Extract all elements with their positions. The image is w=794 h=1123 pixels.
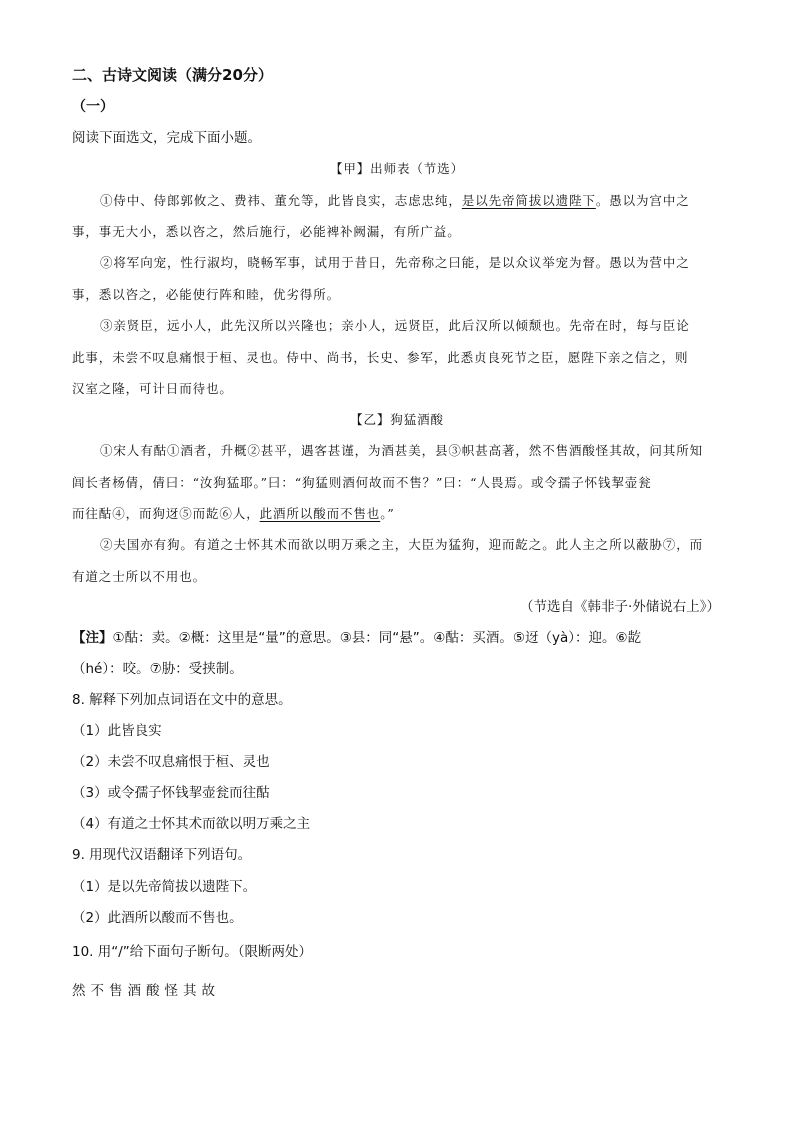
- part-label: （一）: [72, 99, 114, 115]
- question-8-item: （4）有道之士怀其术而欲以明万乘之主: [72, 816, 311, 832]
- question-9-item: （1）是以先帝简拔以遗陛下。: [72, 879, 257, 895]
- notes-line2: （hé）：咬。⑦胁：受挟制。: [72, 661, 243, 677]
- jia-p3-line2: 此事，未尝不叹息痛恨于桓、灵也。侍中、尚书，长史、参军，此悉贞良死节之臣，愿陛下亲之信之，则: [72, 350, 689, 365]
- question-10-text: 10. 用“/”给下面句子断句: [72, 944, 225, 960]
- yi-p1-line1: ①宋人有酤①酒者，升概②甚平，遇客甚谨，为酒甚美，县③帜甚高著，然不售酒酸怪其故，问其所知: [100, 443, 704, 458]
- source-citation: （节选自《韩非子·外储说右上》）: [519, 599, 720, 615]
- yi-p1-line2: 闾长者杨倩，倩曰：“汝狗猛耶。”曰：“狗猛则酒何故而不售？”曰：“人畏焉。或令孺子怀钱挈壶瓮: [72, 475, 652, 490]
- underlined-sentence: 是以先帝简拔以遗陛下: [461, 193, 596, 208]
- question-8-stem: 8. 解释下列加点词语在文中的意思。: [72, 692, 292, 708]
- jia-p1-text: ①侍中、侍郎郭攸之、费祎、董允等，此皆良实，志虑忠纯，: [100, 193, 462, 208]
- question-9-stem: 9. 用现代汉语翻译下列语句。: [72, 847, 252, 863]
- jia-p3-line3: 汉室之隆，可计日而待也。: [72, 381, 233, 396]
- yi-p2-line2: 有道之士所以不用也。: [72, 569, 207, 584]
- jia-p2-line2: 事，悉以咨之，必能使行阵和睦，优劣得所。: [72, 287, 341, 302]
- underlined-sentence: 此酒所以酸而不售也: [259, 506, 381, 521]
- question-10-sentence: 然不售酒酸怪其故: [72, 983, 220, 999]
- notes-text: ①酤：卖。②概：这里是“量”的意思。③县：同“悬”。④酤：买酒。⑤迓（yà）：迎。⑥龁: [112, 630, 642, 646]
- yi-p1-text: 。”: [380, 506, 395, 521]
- yi-p2-line1: ②夫国亦有狗。有道之士怀其术而欲以明万乘之主，大臣为猛狗，迎而龁之。此人主之所以蔽胁⑦，而: [100, 537, 704, 552]
- question-10-dot: 。: [224, 944, 238, 960]
- notes-line1: [72, 632, 641, 646]
- question-9-item: （2）此酒所以酸而不售也。: [72, 910, 243, 926]
- question-8-item: （2）未尝不叹息痛恨于桓、灵也: [72, 754, 270, 770]
- question-10-limit: （限断两处）: [237, 944, 313, 960]
- jia-p2-line1: ②将军向宠，性行淑均，晓畅军事，试用于昔日，先帝称之曰能，是以众议举宠为督。愚以为营中之: [100, 255, 690, 270]
- jia-title: 【甲】出师表（节选）: [329, 161, 464, 176]
- instruction: 阅读下面选文，完成下面小题。: [72, 130, 261, 146]
- notes-label: 【注】: [72, 630, 113, 646]
- question-8-item: （3）或令孺子怀钱挈壶瓮而往酤: [72, 785, 270, 801]
- jia-p1-text: 。愚以为宫中之: [595, 193, 690, 208]
- section-title: 二、古诗文阅读（满分20分）: [72, 66, 273, 84]
- jia-p1-line1: [100, 195, 690, 208]
- jia-p3-line1: ③亲贤臣，远小人，此先汉所以兴隆也；亲小人，远贤臣，此后汉所以倾颓也。先帝在时，每与臣论: [100, 318, 690, 333]
- yi-p1-text: 而往酤④，而狗迓⑤而龁⑥人，: [72, 506, 260, 521]
- question-8-item: （1）此皆良实: [72, 723, 162, 739]
- yi-title: 【乙】狗猛酒酸: [350, 412, 444, 427]
- jia-p1-line2: 事，事无大小，悉以咨之，然后施行，必能裨补阙漏，有所广益。: [72, 224, 461, 239]
- question-10-stem: [72, 946, 312, 960]
- yi-p1-line3: [72, 508, 395, 521]
